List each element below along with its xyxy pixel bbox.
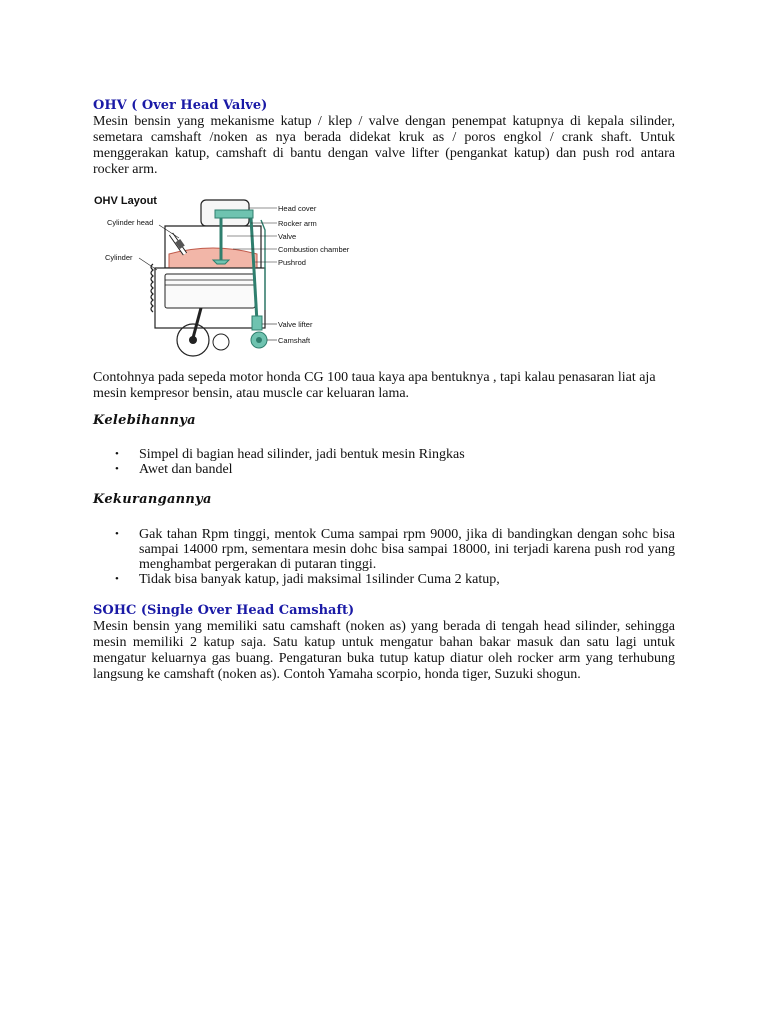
cooling-fins bbox=[151, 264, 153, 312]
ohv-layout-diagram bbox=[93, 190, 365, 358]
ohv-section bbox=[93, 98, 675, 178]
label-cylinder-head: Cylinder head bbox=[107, 218, 154, 227]
sohc-paragraph: Mesin bensin yang memiliki satu camshaft (noken as) yang berada di tengah head silinder, sehingga mesin memiliki 2 katup saja. Satu katup untuk mengatur bahan bakar masuk dan satu lagi untuk mengatur keluarnya gas buang. Pengaturan buka tutup katup diatur oleh rocker arm yang terhubung langsung ke camshaft (noken as). Contoh Yamaha scorpio, honda tiger, Suzuki shogun. bbox=[93, 619, 675, 682]
label-camshaft: Camshaft bbox=[278, 336, 311, 345]
list-item: • Simpel di bagian head silinder, jadi bentuk mesin Ringkas bbox=[115, 447, 465, 462]
kekurangan-section bbox=[93, 492, 675, 508]
example-section bbox=[93, 370, 675, 402]
label-cylinder: Cylinder bbox=[105, 253, 133, 262]
bullet-icon: • bbox=[115, 573, 119, 585]
kelebihan-section bbox=[93, 413, 675, 429]
kelebihan-list bbox=[93, 447, 675, 477]
label-head-cover: Head cover bbox=[278, 204, 317, 213]
example-paragraph: Contohnya pada sepeda motor honda CG 100 taua kaya apa bentuknya , tapi kalau penasaran liat aja mesin kempresor bensin, atau muscle car keluaran lama. bbox=[93, 370, 656, 401]
label-rocker-arm: Rocker arm bbox=[278, 219, 317, 228]
kekurangan-list bbox=[93, 527, 675, 587]
list-item: • Tidak bisa banyak katup, jadi maksimal 1silinder Cuma 2 katup, bbox=[115, 572, 500, 587]
engine-block bbox=[151, 200, 265, 356]
ohv-paragraph: Mesin bensin yang mekanisme katup / klep / valve dengan penempat katupnya di kepala silinder, semetara camshaft /noken as nya berada didekat kruk as / poros engkol / crank shaft. Untuk menggerakan katup, camshaft di bantu dengan valve lifter (pengankat katup) dan push rod antara rocker arm. bbox=[93, 114, 675, 177]
sohc-heading: SOHC (Single Over Head Camshaft) bbox=[93, 603, 355, 618]
label-valve: Valve bbox=[278, 232, 297, 241]
kelebihan-heading: Kelebihannya bbox=[93, 413, 196, 428]
kelebihan-list-wrap bbox=[93, 447, 675, 477]
ohv-heading: OHV ( Over Head Valve) bbox=[93, 98, 268, 113]
rocker-arm-shape bbox=[215, 210, 253, 218]
list-item: • Gak tahan Rpm tinggi, mentok Cuma sampai rpm 9000, jika di bandingkan dengan sohc bisa sampai 14000 rpm, sementara mesin dohc bisa sampai 18000, ini terjadi karena push rod yang menghambat pergerakan di putaran tinggi. bbox=[115, 527, 675, 572]
valve-lifter-shape bbox=[252, 316, 262, 330]
bullet-icon: • bbox=[115, 448, 119, 460]
label-combustion-chamber: Combustion chamber bbox=[278, 245, 350, 254]
label-pushrod: Pushrod bbox=[278, 258, 306, 267]
piston-shape bbox=[165, 274, 255, 308]
sohc-section bbox=[93, 603, 675, 683]
label-valve-lifter: Valve lifter bbox=[278, 320, 313, 329]
diagram-title: OHV Layout bbox=[94, 195, 157, 207]
kekurangan-heading: Kekurangannya bbox=[93, 492, 212, 507]
list-item: • Awet dan bandel bbox=[115, 462, 233, 477]
kekurangan-list-wrap bbox=[93, 527, 675, 587]
bullet-icon: • bbox=[115, 528, 119, 540]
bullet-icon: • bbox=[115, 463, 119, 475]
